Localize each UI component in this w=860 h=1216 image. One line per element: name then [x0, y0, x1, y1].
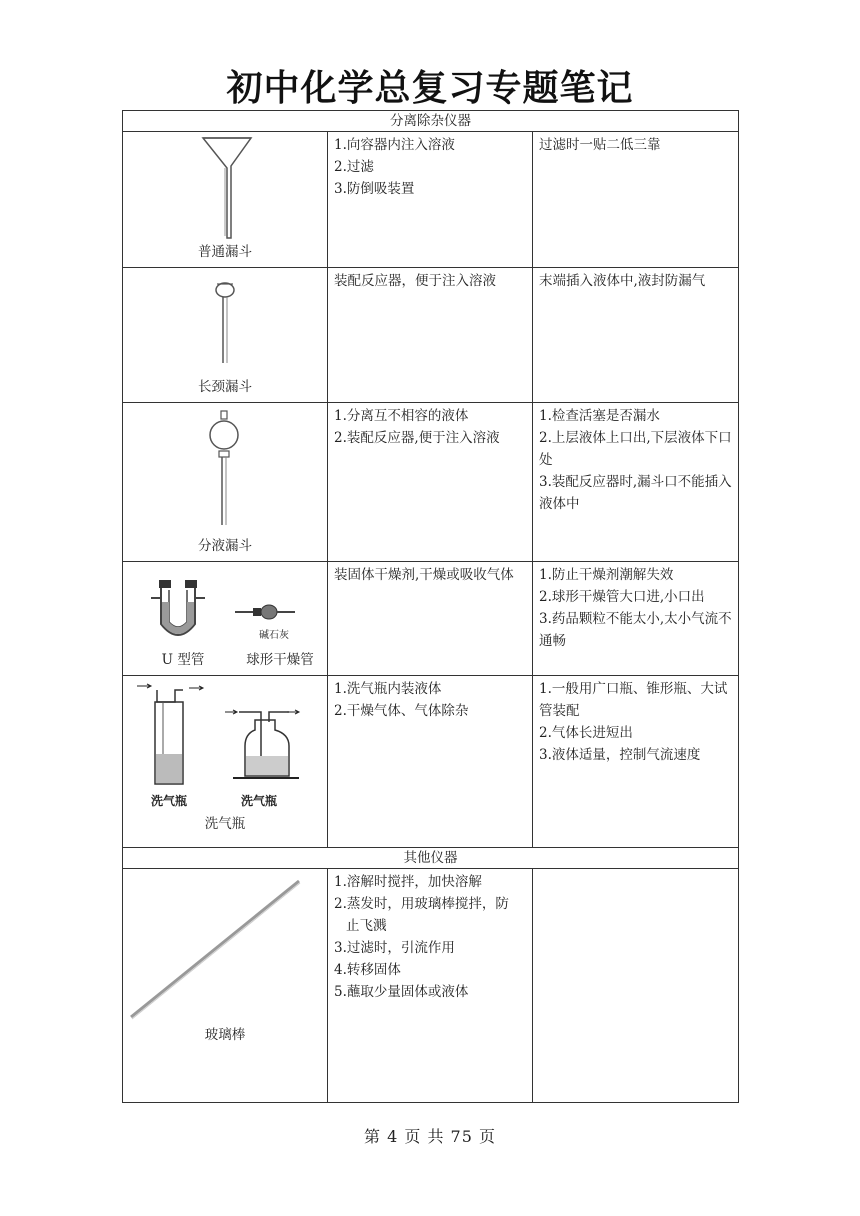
list-item: 1.检查活塞是否漏水: [539, 408, 660, 424]
uses-cell: [328, 132, 533, 268]
image-caption: U 型管: [161, 652, 205, 668]
uses-cell: [328, 676, 533, 848]
list-item: 3.防倒吸装置: [334, 181, 415, 197]
list-item: 1.防止干燥剂潮解失效: [539, 567, 674, 583]
image-cell: [123, 403, 328, 562]
table-row: [123, 676, 739, 848]
list-item: 2.气体长进短出: [539, 725, 633, 741]
list-item: 2.球形干燥管大口进,小口出: [539, 589, 705, 605]
image-cell: [123, 676, 328, 848]
table-row: [123, 132, 739, 268]
notes-cell: [533, 403, 739, 562]
list-item: 3.装配反应器时,漏斗口不能插入液体中: [539, 474, 732, 512]
table-row: [123, 403, 739, 562]
table-row: [123, 562, 739, 676]
image-caption: 洗气瓶: [204, 816, 246, 832]
list-item: 1.向容器内注入溶液: [334, 137, 455, 153]
list-item: 装配反应器，便于注入溶液: [334, 273, 496, 289]
list-item: 过滤时一贴二低三靠: [539, 137, 661, 153]
image-caption: 普通漏斗: [198, 244, 252, 260]
image-caption: 分液漏斗: [198, 538, 252, 554]
page-footer: 第 4 页 共 75 页: [364, 1127, 496, 1146]
list-item: 末端插入液体中,液封防漏气: [539, 273, 706, 289]
image-cell: [123, 268, 328, 403]
image-caption: 玻璃棒: [204, 1027, 246, 1043]
image-caption: 长颈漏斗: [198, 379, 252, 395]
image-caption: 球形干燥管: [246, 652, 314, 668]
list-item: 3.过滤时，引流作用: [334, 940, 455, 956]
list-item: 3.液体适量，控制气流速度: [539, 747, 701, 763]
list-item: 5.蘸取少量固体或液体: [334, 984, 469, 1000]
uses-cell: [328, 562, 533, 676]
image-cell: [123, 562, 328, 676]
table-row: [123, 268, 739, 403]
section-header-separation: 分离除杂仪器: [123, 111, 739, 132]
list-item: 1.一般用广口瓶、锥形瓶、大试管装配: [539, 681, 728, 719]
notes-cell: [533, 676, 739, 848]
uses-cell: [328, 869, 533, 1103]
uses-cell: [328, 403, 533, 562]
list-item: 2.蒸发时，用玻璃棒搅拌，防: [334, 896, 509, 912]
list-item: 2.过滤: [334, 159, 374, 175]
image-label: 洗气瓶: [241, 794, 278, 808]
glass-rod-image: [123, 869, 328, 1103]
notes-cell: [533, 132, 739, 268]
list-item: 1.溶解时搅拌，加快溶解: [334, 874, 482, 890]
uses-cell: [328, 268, 533, 403]
notes-cell: [533, 268, 739, 403]
section-header-other: 其他仪器: [123, 848, 739, 869]
list-item: 2.干燥气体、气体除杂: [334, 703, 469, 719]
table-row: [123, 869, 739, 1103]
list-item: 4.转移固体: [334, 962, 401, 978]
notes-cell: [533, 869, 739, 1103]
list-item: 止飞溅: [346, 918, 387, 934]
instrument-table: [122, 110, 739, 1103]
image-label: 碱石灰: [259, 630, 289, 641]
image-cell: [123, 132, 328, 268]
image-cell: [123, 869, 328, 1103]
notes-cell: [533, 562, 739, 676]
list-item: 1.洗气瓶内装液体: [334, 681, 442, 697]
list-item: 1.分离互不相容的液体: [334, 408, 469, 424]
image-label: 洗气瓶: [151, 794, 188, 808]
list-item: 3.药品颗粒不能太小,太小气流不通畅: [539, 611, 732, 649]
list-item: 2.上层液体上口出,下层液体下口处: [539, 430, 732, 468]
list-item: 2.装配反应器,便于注入溶液: [334, 430, 500, 446]
list-item: 装固体干燥剂,干燥或吸收气体: [334, 567, 514, 583]
page-title: 初中化学总复习专题笔记: [226, 68, 634, 109]
